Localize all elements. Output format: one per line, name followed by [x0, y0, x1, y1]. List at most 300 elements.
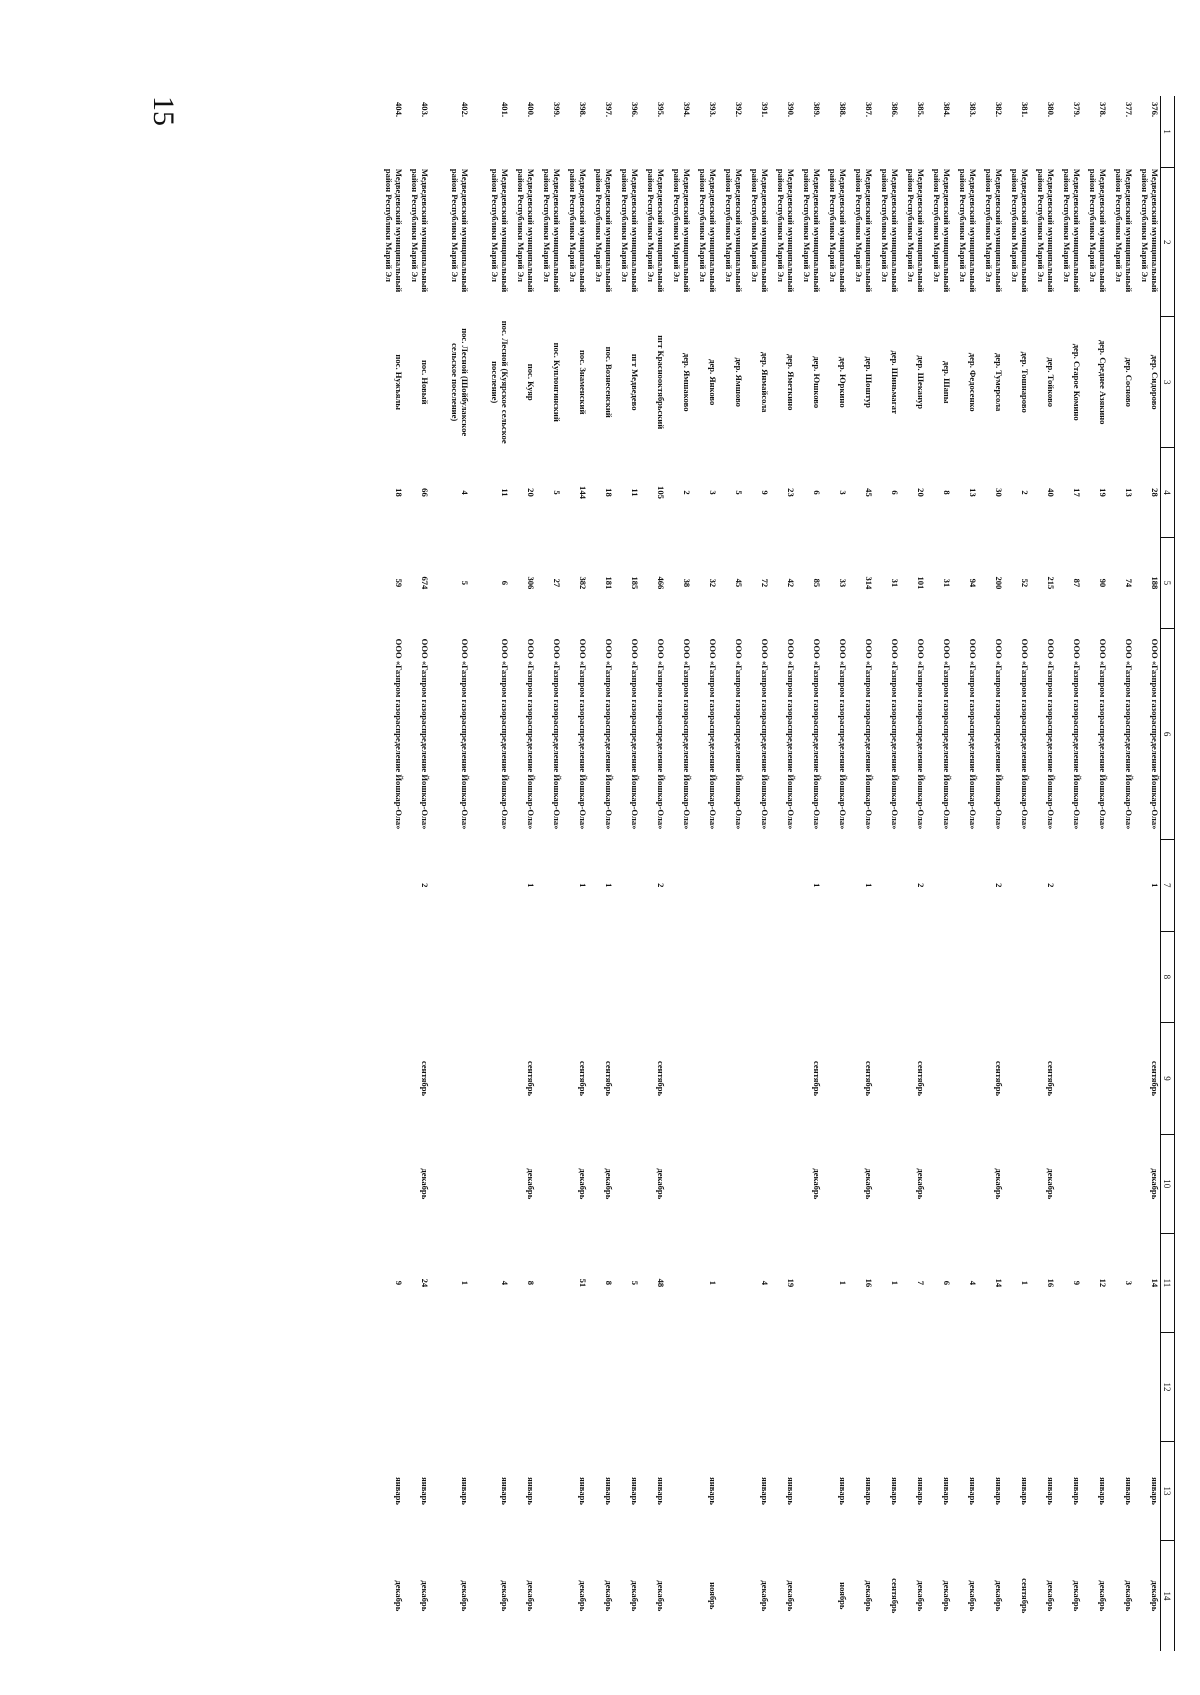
- cell-col-12: [1056, 1332, 1082, 1441]
- cell-col-4: 20: [916, 488, 926, 497]
- cell-col-12: [926, 1332, 952, 1441]
- cell-col-4: 11: [630, 488, 640, 497]
- cell-col-14: декабрь: [786, 1580, 796, 1612]
- cell-col-7: [926, 839, 952, 931]
- cell-col-5: 674: [420, 576, 430, 590]
- cell-col-3: пос. Куплонгинский: [552, 342, 562, 422]
- cell-col-5: 72: [760, 578, 770, 588]
- cell-col-14: декабрь: [916, 1580, 926, 1612]
- cell-col-2: Медведевский муниципальный район Республики Марий Эл: [1010, 168, 1030, 293]
- cell-col-11: 14: [1150, 1278, 1160, 1288]
- cell-col-2: Медведевский муниципальный район Республики Марий Эл: [450, 168, 470, 293]
- cell-col-7: [1082, 839, 1108, 931]
- cell-col-7: [692, 839, 718, 931]
- cell-col-6: ООО «Газпром газораспределение Йошкар-Ола»: [1072, 638, 1082, 830]
- cell-col-4: 3: [838, 490, 848, 495]
- cell-col-1: 379.: [1072, 102, 1082, 118]
- cell-col-5: 45: [734, 578, 744, 588]
- cell-col-10: [718, 1134, 744, 1233]
- column-header-10: 10: [1161, 1134, 1175, 1233]
- cell-col-9: [770, 1023, 796, 1135]
- cell-col-3: дер. Ямшово: [734, 357, 744, 407]
- cell-col-11: 1: [890, 1280, 900, 1286]
- cell-col-8: [1030, 931, 1056, 1023]
- cell-col-13: январь: [916, 1477, 926, 1505]
- cell-col-3: пос. Вознесенский: [604, 346, 614, 418]
- cell-col-14: декабрь: [994, 1580, 1004, 1612]
- cell-col-14: декабрь: [420, 1580, 430, 1612]
- cell-col-10: [666, 1134, 692, 1233]
- cell-col-2: Медведевский муниципальный район Республики Марий Эл: [1062, 168, 1082, 293]
- cell-col-10: [744, 1134, 770, 1233]
- cell-col-1: 385.: [916, 102, 926, 118]
- cell-col-9: [536, 1023, 562, 1135]
- cell-col-1: 376.: [1150, 102, 1160, 118]
- cell-col-11: 6: [942, 1280, 952, 1286]
- cell-col-14: декабрь: [942, 1580, 952, 1612]
- cell-col-10: [1082, 1134, 1108, 1233]
- cell-col-9: [692, 1023, 718, 1135]
- cell-col-7: [952, 839, 978, 931]
- table-row: [874, 96, 900, 1651]
- cell-col-11: 8: [604, 1280, 614, 1286]
- cell-col-10: [692, 1134, 718, 1233]
- cell-col-3: дер. Шапы: [942, 360, 952, 404]
- cell-col-13: январь: [1150, 1477, 1160, 1505]
- cell-col-3: дер. Юркино: [838, 356, 848, 408]
- cell-col-8: [692, 931, 718, 1023]
- cell-col-8: [822, 931, 848, 1023]
- cell-col-10: [926, 1134, 952, 1233]
- cell-col-2: Медведевский муниципальный район Республики Марий Эл: [516, 168, 536, 293]
- cell-col-11: 4: [968, 1280, 978, 1286]
- cell-col-11: [718, 1233, 744, 1332]
- cell-col-2: Медведевский муниципальный район Республики Марий Эл: [932, 168, 952, 293]
- cell-col-4: 144: [578, 486, 588, 499]
- cell-col-11: 12: [1098, 1278, 1108, 1288]
- cell-col-5: 32: [708, 578, 718, 588]
- cell-col-13: январь: [760, 1477, 770, 1505]
- cell-col-4: 5: [734, 490, 744, 495]
- cell-col-7: [1004, 839, 1030, 931]
- column-header-5: 5: [1161, 537, 1175, 629]
- cell-col-8: [588, 931, 614, 1023]
- cell-col-3: дер. Среднее Азякино: [1098, 339, 1108, 425]
- table-row: [666, 96, 692, 1651]
- cell-col-10: [1004, 1134, 1030, 1233]
- table-row: [978, 96, 1004, 1651]
- cell-col-10: [822, 1134, 848, 1233]
- cell-col-9: [1056, 1023, 1082, 1135]
- cell-col-3: дер. Сидорово: [1150, 354, 1160, 410]
- cell-col-4: 5: [552, 490, 562, 495]
- cell-col-2: Медведевский муниципальный район Республики Марий Эл: [1036, 168, 1056, 293]
- cell-col-2: Медведевский муниципальный район Республики Марий Эл: [776, 168, 796, 293]
- cell-col-5: 6: [500, 580, 510, 586]
- cell-col-9: [1004, 1023, 1030, 1135]
- cell-col-11: 8: [526, 1280, 536, 1286]
- cell-col-6: ООО «Газпром газораспределение Йошкар-Ола»: [1124, 638, 1134, 830]
- cell-col-7: [1056, 839, 1082, 931]
- cell-col-12: [1082, 1332, 1108, 1441]
- cell-col-7: [614, 839, 640, 931]
- cell-col-13: январь: [968, 1477, 978, 1505]
- column-header-3: 3: [1161, 317, 1175, 448]
- cell-col-5: 90: [1098, 578, 1108, 588]
- cell-col-7: [744, 839, 770, 931]
- cell-col-12: [1108, 1332, 1134, 1441]
- cell-col-8: [718, 931, 744, 1023]
- cell-col-6: ООО «Газпром газораспределение Йошкар-Ола»: [994, 638, 1004, 830]
- cell-col-14: [536, 1541, 562, 1651]
- column-header-12: 12: [1161, 1332, 1175, 1441]
- cell-col-1: 394.: [682, 102, 692, 118]
- cell-col-13: январь: [460, 1477, 470, 1505]
- cell-col-7: 2: [916, 883, 926, 888]
- cell-col-5: 94: [968, 578, 978, 588]
- cell-col-3: дер. Шоштур: [864, 356, 874, 408]
- cell-col-1: 395.: [656, 102, 666, 118]
- cell-col-13: январь: [890, 1477, 900, 1505]
- cell-col-13: январь: [604, 1477, 614, 1505]
- cell-col-6: ООО «Газпром газораспределение Йошкар-Ола»: [708, 638, 718, 830]
- cell-col-4: 13: [1124, 488, 1134, 497]
- table-row: [1134, 96, 1161, 1651]
- cell-col-4: 3: [708, 490, 718, 495]
- table-row: [926, 96, 952, 1651]
- cell-col-3: дер. Сосново: [1124, 357, 1134, 407]
- cell-col-1: 389.: [812, 102, 822, 118]
- cell-col-10: декабрь: [916, 1168, 926, 1200]
- column-header-8: 8: [1161, 931, 1175, 1023]
- cell-col-1: 378.: [1098, 102, 1108, 118]
- cell-col-11: 1: [1020, 1280, 1030, 1286]
- cell-col-5: 87: [1072, 578, 1082, 588]
- cell-col-11: 1: [460, 1280, 470, 1286]
- cell-col-6: ООО «Газпром газораспределение Йошкар-Ола»: [1098, 638, 1108, 830]
- table-row: [822, 96, 848, 1651]
- table-row: [1082, 96, 1108, 1651]
- cell-col-4: 8: [942, 490, 952, 495]
- cell-col-7: [666, 839, 692, 931]
- cell-col-11: 5: [630, 1280, 640, 1286]
- cell-col-7: [470, 839, 510, 931]
- cell-col-2: Медведевский муниципальный район Республики Марий Эл: [1140, 168, 1160, 293]
- column-header-6: 6: [1161, 629, 1175, 840]
- table-header-row: [1161, 96, 1175, 1651]
- cell-col-10: [614, 1134, 640, 1233]
- cell-col-4: 23: [786, 488, 796, 497]
- cell-col-10: [1056, 1134, 1082, 1233]
- cell-col-2: Медведевский муниципальный район Республики Марий Эл: [802, 168, 822, 293]
- cell-col-12: [874, 1332, 900, 1441]
- column-header-11: 11: [1161, 1233, 1175, 1332]
- cell-col-9: [822, 1023, 848, 1135]
- cell-col-12: [978, 1332, 1004, 1441]
- cell-col-10: [378, 1134, 404, 1233]
- cell-col-3: пос. Знаменский: [578, 349, 588, 415]
- cell-col-1: 398.: [578, 102, 588, 118]
- cell-col-11: 1: [708, 1280, 718, 1286]
- table-row: [796, 96, 822, 1651]
- cell-col-6: ООО «Газпром газораспределение Йошкар-Ола»: [838, 638, 848, 830]
- cell-col-1: 384.: [942, 102, 952, 118]
- cell-col-2: Медведевский муниципальный район Республики Марий Эл: [410, 168, 430, 293]
- cell-col-4: 2: [1020, 490, 1030, 495]
- cell-col-8: [404, 931, 430, 1023]
- cell-col-10: декабрь: [1046, 1168, 1056, 1200]
- cell-col-8: [470, 931, 510, 1023]
- cell-col-9: сентябрь: [604, 1060, 614, 1097]
- cell-col-10: декабрь: [578, 1168, 588, 1200]
- cell-col-1: 388.: [838, 102, 848, 118]
- cell-col-11: 16: [1046, 1278, 1056, 1288]
- cell-col-12: [640, 1332, 666, 1441]
- cell-col-13: январь: [656, 1477, 666, 1505]
- cell-col-1: 383.: [968, 102, 978, 118]
- cell-col-14: [796, 1541, 822, 1651]
- cell-col-5: 101: [916, 576, 926, 590]
- cell-col-2: Медведевский муниципальный район Республики Марий Эл: [568, 168, 588, 293]
- cell-col-4: 105: [656, 486, 666, 499]
- cell-col-5: 33: [838, 578, 848, 588]
- cell-col-14: [666, 1541, 692, 1651]
- cell-col-9: сентябрь: [578, 1060, 588, 1097]
- cell-col-8: [1082, 931, 1108, 1023]
- cell-col-2: Медведевский муниципальный район Республики Марий Эл: [542, 168, 562, 293]
- cell-col-4: 13: [968, 488, 978, 497]
- cell-col-11: 14: [994, 1278, 1004, 1288]
- cell-col-13: январь: [394, 1477, 404, 1505]
- cell-col-10: декабрь: [864, 1168, 874, 1200]
- cell-col-1: 401.: [500, 102, 510, 118]
- cell-col-6: ООО «Газпром газораспределение Йошкар-Ола»: [864, 638, 874, 830]
- table-row: [510, 96, 536, 1651]
- cell-col-10: [1108, 1134, 1134, 1233]
- cell-col-14: [718, 1541, 744, 1651]
- gasification-schedule-table: [378, 96, 1175, 1651]
- cell-col-2: Медведевский муниципальный район Республики Марий Эл: [384, 168, 404, 293]
- cell-col-14: сентябрь: [1020, 1578, 1030, 1614]
- cell-col-11: [536, 1233, 562, 1332]
- cell-col-13: январь: [942, 1477, 952, 1505]
- cell-col-3: дер. Янмайсола: [760, 351, 770, 413]
- table-body: [378, 96, 1161, 1651]
- cell-col-2: Медведевский муниципальный район Республики Марий Эл: [750, 168, 770, 293]
- column-header-9: 9: [1161, 1023, 1175, 1135]
- cell-col-2: Медведевский муниципальный район Республики Марий Эл: [854, 168, 874, 293]
- cell-col-3: пос. Нужъялы: [394, 354, 404, 410]
- cell-col-10: декабрь: [994, 1168, 1004, 1200]
- cell-col-13: январь: [708, 1477, 718, 1505]
- cell-col-3: дер. Тошнарово: [1020, 351, 1030, 413]
- cell-col-8: [430, 931, 470, 1023]
- cell-col-8: [614, 931, 640, 1023]
- cell-col-8: [900, 931, 926, 1023]
- cell-col-1: 397.: [604, 102, 614, 118]
- cell-col-9: сентябрь: [1150, 1060, 1160, 1097]
- cell-col-11: 9: [1072, 1280, 1082, 1286]
- cell-col-10: [770, 1134, 796, 1233]
- cell-col-6: ООО «Газпром газораспределение Йошкар-Ола»: [1020, 638, 1030, 830]
- cell-col-4: 66: [420, 488, 430, 497]
- cell-col-5: 188: [1150, 576, 1160, 590]
- cell-col-4: 9: [760, 490, 770, 495]
- cell-col-6: ООО «Газпром газораспределение Йошкар-Ола»: [812, 638, 822, 830]
- cell-col-12: [1030, 1332, 1056, 1441]
- cell-col-3: дер. Федосенко: [968, 352, 978, 412]
- cell-col-1: 393.: [708, 102, 718, 118]
- table-row: [430, 96, 470, 1651]
- cell-col-5: 27: [552, 578, 562, 588]
- cell-col-6: ООО «Газпром газораспределение Йошкар-Ола»: [682, 638, 692, 830]
- cell-col-6: ООО «Газпром газораспределение Йошкар-Ола»: [420, 638, 430, 830]
- cell-col-12: [952, 1332, 978, 1441]
- table-row: [1056, 96, 1082, 1651]
- cell-col-12: [666, 1332, 692, 1441]
- cell-col-2: Медведевский муниципальный район Республики Марий Эл: [646, 168, 666, 293]
- table-row: [718, 96, 744, 1651]
- cell-col-11: 1: [838, 1280, 848, 1286]
- cell-col-2: Медведевский муниципальный район Республики Марий Эл: [1088, 168, 1108, 293]
- cell-col-14: ноябрь: [708, 1582, 718, 1610]
- table-row: [770, 96, 796, 1651]
- cell-col-14: декабрь: [460, 1580, 470, 1612]
- cell-col-5: 31: [890, 578, 900, 588]
- table-row: [900, 96, 926, 1651]
- cell-col-11: 19: [786, 1278, 796, 1288]
- cell-col-9: [744, 1023, 770, 1135]
- cell-col-2: Медведевский муниципальный район Республики Марий Эл: [672, 168, 692, 293]
- cell-col-14: декабрь: [500, 1580, 510, 1612]
- cell-col-10: декабрь: [604, 1168, 614, 1200]
- cell-col-8: [1134, 931, 1161, 1023]
- cell-col-2: Медведевский муниципальный район Республики Марий Эл: [594, 168, 614, 293]
- cell-col-5: 52: [1020, 578, 1030, 588]
- cell-col-14: декабрь: [604, 1580, 614, 1612]
- cell-col-7: [536, 839, 562, 931]
- cell-col-13: январь: [1098, 1477, 1108, 1505]
- cell-col-11: 9: [394, 1280, 404, 1286]
- cell-col-7: 1: [578, 883, 588, 888]
- cell-col-6: ООО «Газпром газораспределение Йошкар-Ола»: [630, 638, 640, 830]
- cell-col-6: ООО «Газпром газораспределение Йошкар-Ола»: [500, 638, 510, 830]
- cell-col-7: 1: [604, 883, 614, 888]
- cell-col-4: 17: [1072, 488, 1082, 497]
- cell-col-8: [1056, 931, 1082, 1023]
- cell-col-9: [952, 1023, 978, 1135]
- cell-col-4: 6: [812, 490, 822, 495]
- cell-col-7: 1: [526, 883, 536, 888]
- cell-col-12: [822, 1332, 848, 1441]
- table-row: [378, 96, 404, 1651]
- cell-col-13: [666, 1442, 692, 1541]
- cell-col-6: ООО «Газпром газораспределение Йошкар-Ола»: [890, 638, 900, 830]
- cell-col-1: 390.: [786, 102, 796, 118]
- cell-col-2: Медведевский муниципальный район Республики Марий Эл: [724, 168, 744, 293]
- cell-col-4: 11: [500, 488, 510, 497]
- cell-col-2: Медведевский муниципальный район Республики Марий Эл: [958, 168, 978, 293]
- cell-col-14: декабрь: [1072, 1580, 1082, 1612]
- cell-col-12: [900, 1332, 926, 1441]
- cell-col-9: [430, 1023, 470, 1135]
- cell-col-2: Медведевский муниципальный район Республики Марий Эл: [620, 168, 640, 293]
- cell-col-1: 400.: [526, 102, 536, 118]
- cell-col-10: декабрь: [420, 1168, 430, 1200]
- cell-col-12: [562, 1332, 588, 1441]
- cell-col-8: [1108, 931, 1134, 1023]
- table-row: [692, 96, 718, 1651]
- column-header-2: 2: [1161, 168, 1175, 317]
- cell-col-10: [430, 1134, 470, 1233]
- cell-col-12: [510, 1332, 536, 1441]
- cell-col-5: 382: [578, 576, 588, 590]
- cell-col-10: [952, 1134, 978, 1233]
- cell-col-4: 6: [890, 490, 900, 495]
- cell-col-2: Медведевский муниципальный район Республики Марий Эл: [906, 168, 926, 293]
- cell-col-9: [874, 1023, 900, 1135]
- cell-col-12: [848, 1332, 874, 1441]
- cell-col-5: 306: [526, 576, 536, 590]
- cell-col-3: дер. Старое Комино: [1072, 343, 1082, 421]
- cell-col-10: декабрь: [812, 1168, 822, 1200]
- cell-col-12: [796, 1332, 822, 1441]
- cell-col-12: [470, 1332, 510, 1441]
- cell-col-7: 1: [812, 883, 822, 888]
- cell-col-9: [718, 1023, 744, 1135]
- column-header-13: 13: [1161, 1442, 1175, 1541]
- cell-col-3: дер. Шиньмагат: [890, 350, 900, 414]
- cell-col-3: пос. Лесной (Куярское сельское поселение): [490, 320, 510, 444]
- cell-col-6: ООО «Газпром газораспределение Йошкар-Ола»: [394, 638, 404, 830]
- cell-col-6: ООО «Газпром газораспределение Йошкар-Ола»: [526, 638, 536, 830]
- cell-col-5: 181: [604, 576, 614, 590]
- table-row: [640, 96, 666, 1651]
- cell-col-13: январь: [864, 1477, 874, 1505]
- cell-col-6: ООО «Газпром газораспределение Йошкар-Ола»: [968, 638, 978, 830]
- cell-col-8: [770, 931, 796, 1023]
- cell-col-13: январь: [1124, 1477, 1134, 1505]
- cell-col-3: дер. Шеканур: [916, 355, 926, 410]
- table-row: [404, 96, 430, 1651]
- cell-col-1: 392.: [734, 102, 744, 118]
- table-row: [1004, 96, 1030, 1651]
- cell-col-5: 5: [460, 580, 470, 586]
- cell-col-6: ООО «Газпром газораспределение Йошкар-Ола»: [604, 638, 614, 830]
- cell-col-8: [874, 931, 900, 1023]
- table-row: [470, 96, 510, 1651]
- cell-col-6: ООО «Газпром газораспределение Йошкар-Ола»: [656, 638, 666, 830]
- cell-col-13: январь: [578, 1477, 588, 1505]
- cell-col-3: дер. Тойково: [1046, 357, 1056, 408]
- cell-col-4: 19: [1098, 488, 1108, 497]
- cell-col-9: [1108, 1023, 1134, 1135]
- cell-col-2: Медведевский муниципальный район Республики Марий Эл: [984, 168, 1004, 293]
- cell-col-11: 51: [578, 1278, 588, 1288]
- cell-col-3: пгт Медведево: [630, 353, 640, 411]
- cell-col-8: [978, 931, 1004, 1023]
- cell-col-4: 28: [1150, 488, 1160, 497]
- cell-col-3: дер. Яметкино: [786, 353, 796, 411]
- cell-col-7: [718, 839, 744, 931]
- cell-col-12: [770, 1332, 796, 1441]
- table-row: [744, 96, 770, 1651]
- cell-col-7: [1108, 839, 1134, 931]
- cell-col-13: январь: [994, 1477, 1004, 1505]
- cell-col-4: 4: [460, 490, 470, 495]
- cell-col-7: [430, 839, 470, 931]
- cell-col-12: [1004, 1332, 1030, 1441]
